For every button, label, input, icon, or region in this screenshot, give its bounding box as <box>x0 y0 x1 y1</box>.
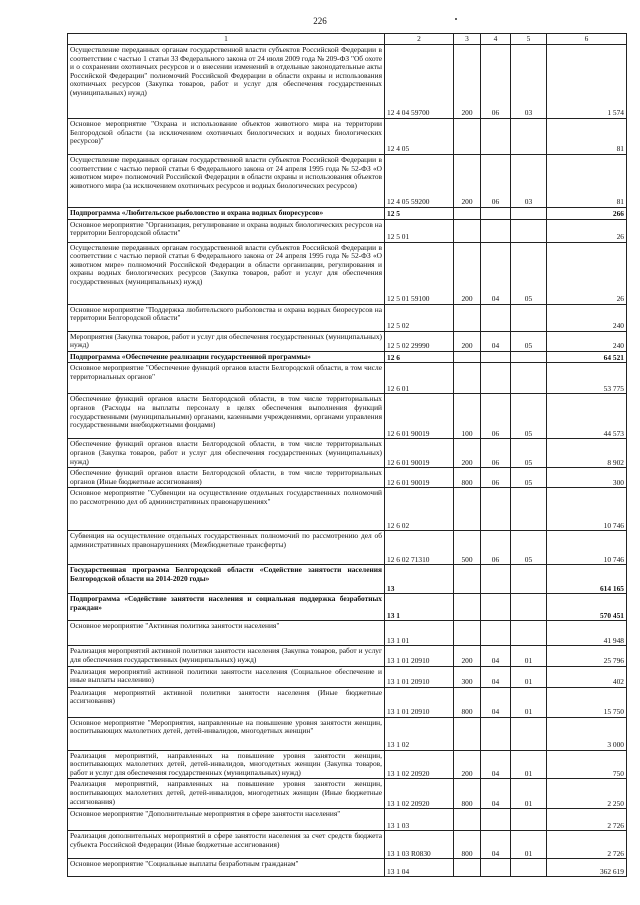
row-code: 13 1 01 20910 <box>385 646 454 666</box>
row-subsection <box>511 717 547 750</box>
row-amount: 570 451 <box>547 594 627 621</box>
row-expense-type: 500 <box>454 531 481 565</box>
row-code: 12 5 01 59100 <box>385 242 454 304</box>
row-section <box>481 208 511 220</box>
row-amount: 81 <box>547 155 627 208</box>
row-subsection: 03 <box>511 155 547 208</box>
table-row <box>68 208 627 220</box>
row-name: Обеспечение функций органов власти Белгородской области, в том числе территориальных органов (Расходы на выплаты персоналу в целях обеспечения выполнения функций государственными (муниципальными) органами, казенными учреждениями, органами управления государственными внебюджетными фондами) <box>68 394 385 439</box>
row-name: Мероприятия (Закупка товаров, работ и услуг для обеспечения государственных (муниципальных) нужд) <box>68 331 385 351</box>
row-expense-type: 800 <box>454 687 481 717</box>
table-row <box>68 687 627 717</box>
row-amount: 10 746 <box>547 531 627 565</box>
row-expense-type: 200 <box>454 242 481 304</box>
row-subsection: 01 <box>511 646 547 666</box>
table-row <box>68 809 627 831</box>
row-subsection <box>511 488 547 531</box>
row-name: Основное мероприятие "Мероприятия, направленные на повышение уровня занятости женщин, воспитывающих малолетних детей, детей-инвалидов, многодетных женщин" <box>68 717 385 750</box>
page-number: 226 <box>313 16 327 26</box>
table-row <box>68 242 627 304</box>
row-expense-type <box>454 488 481 531</box>
row-name: Осуществление переданных органам государственной власти субъектов Российской Федерации в соответствии с частью первой статьи 6 Федерального закона от 24 апреля 1995 года № 52-ФЗ «О животном мире» полномочий Российской Федерации в области охраны и использования объектов животного мира (за исключением охотничьих ресурсов и водных биологических ресурсов) <box>68 155 385 208</box>
table-row <box>68 594 627 621</box>
row-subsection: 01 <box>511 750 547 779</box>
row-name: Реализация мероприятий активной политики занятости населения (Социальное обеспечение и иные выплаты населению) <box>68 666 385 687</box>
row-expense-type <box>454 351 481 363</box>
row-name: Основное мероприятие "Социальные выплаты безработным гражданам" <box>68 859 385 877</box>
header-col-6: 6 <box>547 34 627 45</box>
row-amount: 362 619 <box>547 859 627 877</box>
row-expense-type <box>454 304 481 331</box>
row-amount: 750 <box>547 750 627 779</box>
row-name: Основное мероприятие "Охрана и использование объектов животного мира на территории Белгородской области (за исключением охотничьих биологических и водных биологических ресурсов)" <box>68 119 385 155</box>
row-section <box>481 621 511 646</box>
row-amount: 266 <box>547 208 627 220</box>
row-expense-type <box>454 621 481 646</box>
row-subsection <box>511 119 547 155</box>
row-code: 13 1 <box>385 594 454 621</box>
row-amount: 240 <box>547 331 627 351</box>
row-name: Государственная программа Белгородской области «Содействие занятости населения Белгородской области на 2014-2020 годы» <box>68 565 385 594</box>
row-amount: 3 000 <box>547 717 627 750</box>
row-section: 06 <box>481 439 511 468</box>
table-row <box>68 666 627 687</box>
row-name: Подпрограмма «Содействие занятости населения и социальная поддержка безработных граждан» <box>68 594 385 621</box>
table-row <box>68 119 627 155</box>
row-code: 12 6 01 90019 <box>385 394 454 439</box>
row-expense-type: 200 <box>454 155 481 208</box>
header-col-5: 5 <box>511 34 547 45</box>
row-section: 06 <box>481 394 511 439</box>
table-row <box>68 565 627 594</box>
row-name: Обеспечение функций органов власти Белгородской области, в том числе территориальных органов (Закупка товаров, работ и услуг для обеспечения государственных (муниципальных) нужд) <box>68 439 385 468</box>
row-subsection: 01 <box>511 666 547 687</box>
row-expense-type <box>454 363 481 394</box>
row-code: 13 1 02 <box>385 717 454 750</box>
row-amount: 15 750 <box>547 687 627 717</box>
row-code: 12 4 04 59700 <box>385 45 454 119</box>
row-code: 13 1 02 20920 <box>385 750 454 779</box>
row-expense-type: 300 <box>454 666 481 687</box>
row-section: 06 <box>481 155 511 208</box>
row-code: 12 5 02 29990 <box>385 331 454 351</box>
row-name: Основное мероприятие "Обеспечение функций органов власти Белгородской области, в том числе территориальных органов" <box>68 363 385 394</box>
row-amount: 41 948 <box>547 621 627 646</box>
row-name: Основное мероприятие "Дополнительные мероприятия в сфере занятости населения" <box>68 809 385 831</box>
row-subsection: 01 <box>511 831 547 859</box>
row-name: Осуществление переданных органам государственной власти субъектов Российской Федерации в соответствии с частью первой статьи 6 Федерального закона от 24 апреля 1995 года № 52-ФЗ «О животном мире» полномочий Российской Федерации в области организации, регулирования и охраны водных биологических ресурсов (Закупка товаров, работ и услуг для обеспечения государственных (муниципальных) нужд) <box>68 242 385 304</box>
table-row <box>68 45 627 119</box>
row-code: 12 6 01 <box>385 363 454 394</box>
table-row <box>68 779 627 809</box>
row-amount: 2 250 <box>547 779 627 809</box>
scan-speck <box>455 18 457 20</box>
row-amount: 53 775 <box>547 363 627 394</box>
row-code: 13 1 02 20920 <box>385 779 454 809</box>
row-expense-type <box>454 594 481 621</box>
row-section: 06 <box>481 468 511 488</box>
row-code: 13 1 01 20910 <box>385 666 454 687</box>
row-subsection <box>511 219 547 242</box>
row-expense-type: 800 <box>454 831 481 859</box>
row-section <box>481 809 511 831</box>
header-col-4: 4 <box>481 34 511 45</box>
row-name: Реализация мероприятий, направленных на повышение уровня занятости женщин, воспитывающих малолетних детей, детей-инвалидов, многодетных женщин (Иные бюджетные ассигнования) <box>68 779 385 809</box>
row-name: Реализация дополнительных мероприятий в сфере занятости населения за счет средств бюджета субъекта Российской Федерации (Иные бюджетные ассигнования) <box>68 831 385 859</box>
table-row <box>68 219 627 242</box>
row-section <box>481 859 511 877</box>
row-section <box>481 119 511 155</box>
table-row <box>68 468 627 488</box>
row-code: 12 6 02 71310 <box>385 531 454 565</box>
budget-table <box>67 33 627 877</box>
row-amount: 25 796 <box>547 646 627 666</box>
row-name: Основное мероприятие "Активная политика занятости населения" <box>68 621 385 646</box>
row-subsection: 05 <box>511 468 547 488</box>
row-amount: 2 726 <box>547 809 627 831</box>
row-code: 12 4 05 <box>385 119 454 155</box>
row-subsection <box>511 351 547 363</box>
row-section: 04 <box>481 646 511 666</box>
table-row <box>68 750 627 779</box>
row-subsection: 05 <box>511 331 547 351</box>
row-expense-type: 100 <box>454 394 481 439</box>
row-subsection: 05 <box>511 439 547 468</box>
row-subsection <box>511 565 547 594</box>
table-row <box>68 331 627 351</box>
row-expense-type: 200 <box>454 750 481 779</box>
table-row <box>68 351 627 363</box>
row-subsection: 01 <box>511 779 547 809</box>
row-code: 12 6 01 90019 <box>385 468 454 488</box>
table-header-row <box>68 34 627 45</box>
row-expense-type <box>454 219 481 242</box>
row-section <box>481 351 511 363</box>
row-name: Осуществление переданных органам государственной власти субъектов Российской Федерации в соответствии с частью 1 статьи 33 Федерального закона от 24 июля 2009 года № 209-ФЗ "Об охоте и о сохранении охотничьих ресурсов и о внесении изменений в отдельные законодательные акты Российской Федерации" полномочий Российской Федерации в области охраны и использования охотничьих ресурсов (Закупка товаров, работ и услуг для обеспечения государственных (муниципальных) нужд) <box>68 45 385 119</box>
header-col-2: 2 <box>385 34 454 45</box>
row-section <box>481 304 511 331</box>
row-subsection <box>511 304 547 331</box>
row-amount: 1 574 <box>547 45 627 119</box>
row-name: Обеспечение функций органов власти Белгородской области, в том числе территориальных органов (Иные бюджетные ассигнования) <box>68 468 385 488</box>
row-subsection <box>511 809 547 831</box>
table-row <box>68 304 627 331</box>
row-name: Основное мероприятие "Организация, регулирование и охрана водных биологических ресурсов на территории Белгородской области" <box>68 219 385 242</box>
row-code: 13 1 03 R0830 <box>385 831 454 859</box>
row-section <box>481 219 511 242</box>
row-section: 04 <box>481 687 511 717</box>
row-code: 13 1 01 <box>385 621 454 646</box>
row-code: 12 6 02 <box>385 488 454 531</box>
row-section <box>481 594 511 621</box>
row-code: 12 5 02 <box>385 304 454 331</box>
row-amount: 64 521 <box>547 351 627 363</box>
row-code: 12 4 05 59200 <box>385 155 454 208</box>
row-subsection: 05 <box>511 531 547 565</box>
row-code: 13 1 03 <box>385 809 454 831</box>
row-amount: 26 <box>547 242 627 304</box>
table-row <box>68 155 627 208</box>
row-section: 04 <box>481 242 511 304</box>
row-expense-type: 800 <box>454 779 481 809</box>
row-section: 04 <box>481 779 511 809</box>
row-expense-type <box>454 717 481 750</box>
row-expense-type <box>454 208 481 220</box>
row-section: 04 <box>481 666 511 687</box>
row-amount: 8 902 <box>547 439 627 468</box>
table-row <box>68 439 627 468</box>
row-name: Основное мероприятие "Поддержка любительского рыболовства и охрана водных биоресурсов на территории Белгородской области" <box>68 304 385 331</box>
row-section <box>481 565 511 594</box>
row-name: Реализация мероприятий активной политики занятости населения (Иные бюджетные ассигнования) <box>68 687 385 717</box>
row-section: 04 <box>481 331 511 351</box>
row-code: 12 6 01 90019 <box>385 439 454 468</box>
row-amount: 614 165 <box>547 565 627 594</box>
table-row <box>68 531 627 565</box>
row-subsection: 05 <box>511 394 547 439</box>
table-row <box>68 621 627 646</box>
row-expense-type <box>454 119 481 155</box>
row-subsection: 03 <box>511 45 547 119</box>
row-subsection <box>511 208 547 220</box>
row-amount: 2 726 <box>547 831 627 859</box>
row-expense-type: 800 <box>454 468 481 488</box>
row-subsection <box>511 363 547 394</box>
row-amount: 26 <box>547 219 627 242</box>
row-section <box>481 363 511 394</box>
table-row <box>68 646 627 666</box>
row-amount: 300 <box>547 468 627 488</box>
row-code: 13 <box>385 565 454 594</box>
row-expense-type: 200 <box>454 331 481 351</box>
row-subsection <box>511 621 547 646</box>
row-expense-type: 200 <box>454 45 481 119</box>
row-subsection: 01 <box>511 687 547 717</box>
row-expense-type: 200 <box>454 439 481 468</box>
row-name: Подпрограмма «Обеспечение реализации государственной программы» <box>68 351 385 363</box>
row-code: 13 1 04 <box>385 859 454 877</box>
header-col-3: 3 <box>454 34 481 45</box>
row-amount: 10 746 <box>547 488 627 531</box>
row-name: Реализация мероприятий, направленных на повышение уровня занятости женщин, воспитывающих малолетних детей, детей-инвалидов, многодетных женщин (Закупка товаров, работ и услуг для обеспечения государственных (муниципальных) нужд) <box>68 750 385 779</box>
row-section: 06 <box>481 45 511 119</box>
table-body <box>68 45 627 877</box>
row-amount: 402 <box>547 666 627 687</box>
table-row <box>68 488 627 531</box>
row-code: 12 6 <box>385 351 454 363</box>
row-amount: 81 <box>547 119 627 155</box>
row-subsection <box>511 594 547 621</box>
row-name: Реализация мероприятий активной политики занятости населения (Закупка товаров, работ и услуг для обеспечения государственных (муниципальных) нужд) <box>68 646 385 666</box>
table-row <box>68 831 627 859</box>
row-section: 06 <box>481 531 511 565</box>
row-expense-type <box>454 809 481 831</box>
row-code: 13 1 01 20910 <box>385 687 454 717</box>
row-expense-type: 200 <box>454 646 481 666</box>
table-row <box>68 363 627 394</box>
row-name: Основное мероприятие "Субвенции на осуществление отдельных государственных полномочий по рассмотрению дел об административных правонарушениях" <box>68 488 385 531</box>
table-row <box>68 717 627 750</box>
row-name: Подпрограмма «Любительское рыболовство и охрана водных биоресурсов» <box>68 208 385 220</box>
table-row <box>68 394 627 439</box>
row-expense-type <box>454 565 481 594</box>
row-code: 12 5 01 <box>385 219 454 242</box>
row-amount: 240 <box>547 304 627 331</box>
table-row <box>68 859 627 877</box>
row-name: Субвенция на осуществление отдельных государственных полномочий по рассмотрению дел об административных правонарушениях (Межбюджетные трансферты) <box>68 531 385 565</box>
row-section: 04 <box>481 750 511 779</box>
row-code: 12 5 <box>385 208 454 220</box>
row-section <box>481 488 511 531</box>
row-amount: 44 573 <box>547 394 627 439</box>
row-subsection: 05 <box>511 242 547 304</box>
header-col-1: 1 <box>68 34 385 45</box>
row-subsection <box>511 859 547 877</box>
row-section: 04 <box>481 831 511 859</box>
row-expense-type <box>454 859 481 877</box>
row-section <box>481 717 511 750</box>
